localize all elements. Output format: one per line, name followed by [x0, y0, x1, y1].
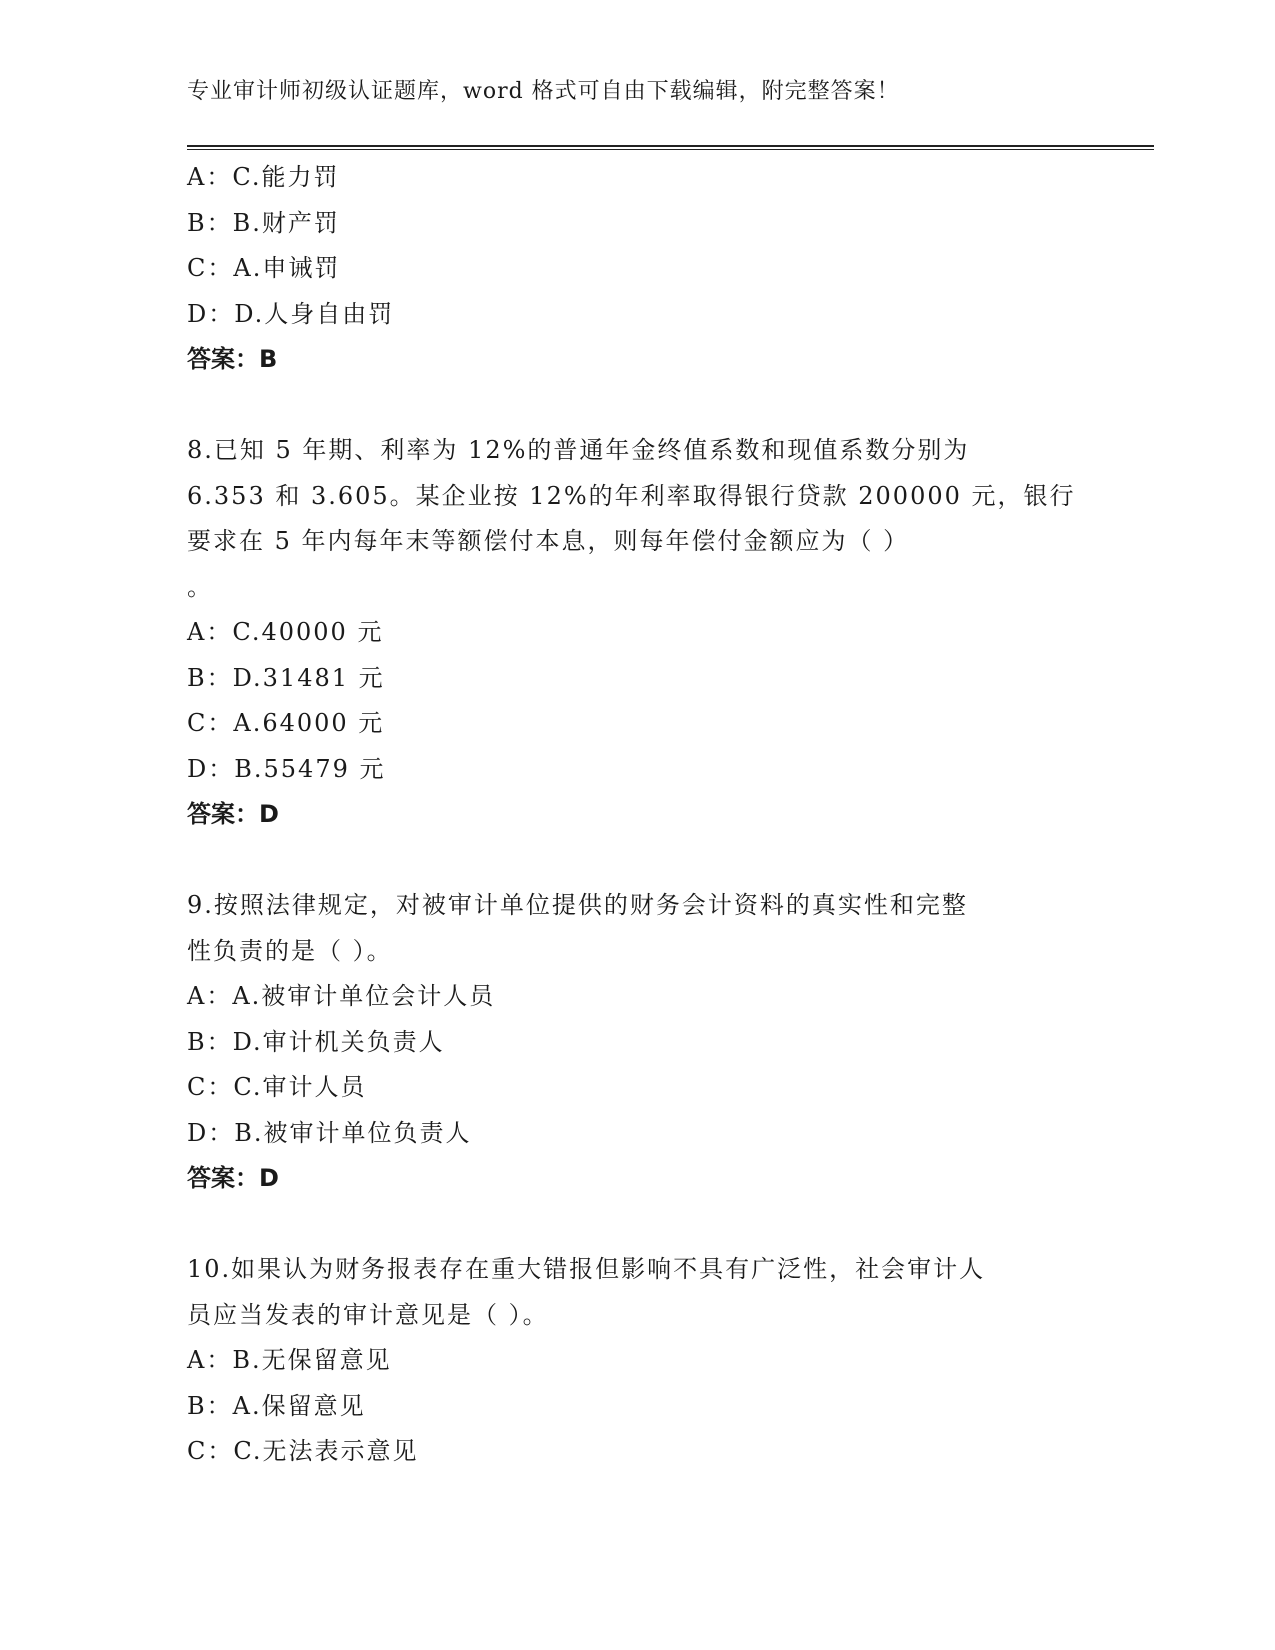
answer-line: 答案：B [187, 345, 278, 373]
question-7-tail [187, 155, 1087, 383]
question-text-line: 。 [187, 572, 213, 601]
question-8 [187, 428, 1077, 838]
page-header: 专业审计师初级认证题库，word 格式可自由下载编辑，附完整答案！ [187, 79, 900, 104]
option-d: D：B.55479 元 [187, 754, 386, 783]
question-10 [187, 1247, 1077, 1475]
option-b: B：D.审计机关负责人 [187, 1027, 445, 1056]
document-body [187, 155, 1087, 1475]
question-text-line: 6.353 和 3.605。某企业按 12%的年利率取得银行贷款 200000 元，银行 [187, 481, 1076, 510]
option-d: D：D.人身自由罚 [187, 299, 395, 328]
option-a: A：B.无保留意见 [187, 1346, 392, 1374]
option-c: C：A.64000 元 [187, 709, 385, 737]
question-text-line: 10.如果认为财务报表存在重大错报但影响不具有广泛性，社会审计人 [187, 1255, 986, 1283]
question-text-line: 员应当发表的审计意见是（ ）。 [187, 1300, 549, 1329]
header-divider [187, 145, 1154, 150]
question-text-line: 性负责的是（ ）。 [187, 936, 393, 965]
option-c: C：C.无法表示意见 [187, 1437, 419, 1465]
option-c: C：A.申诫罚 [187, 254, 341, 282]
option-b: B：A.保留意见 [187, 1391, 366, 1420]
option-a: A：A.被审计单位会计人员 [187, 982, 496, 1010]
question-text-line: 要求在 5 年内每年末等额偿付本息，则每年偿付金额应为（ ） [187, 527, 910, 555]
question-text-line: 8.已知 5 年期、利率为 12%的普通年金终值系数和现值系数分别为 [187, 436, 970, 464]
question-9 [187, 883, 1077, 1202]
question-text-line: 9.按照法律规定，对被审计单位提供的财务会计资料的真实性和完整 [187, 891, 968, 919]
answer-line: 答案：D [187, 800, 279, 828]
option-c: C：C.审计人员 [187, 1073, 367, 1101]
option-a: A：C.能力罚 [187, 163, 340, 191]
option-b: B：D.31481 元 [187, 663, 385, 692]
answer-line: 答案：D [187, 1164, 279, 1192]
option-d: D：B.被审计单位负责人 [187, 1118, 472, 1147]
option-a: A：C.40000 元 [187, 618, 384, 646]
option-b: B：B.财产罚 [187, 208, 340, 237]
